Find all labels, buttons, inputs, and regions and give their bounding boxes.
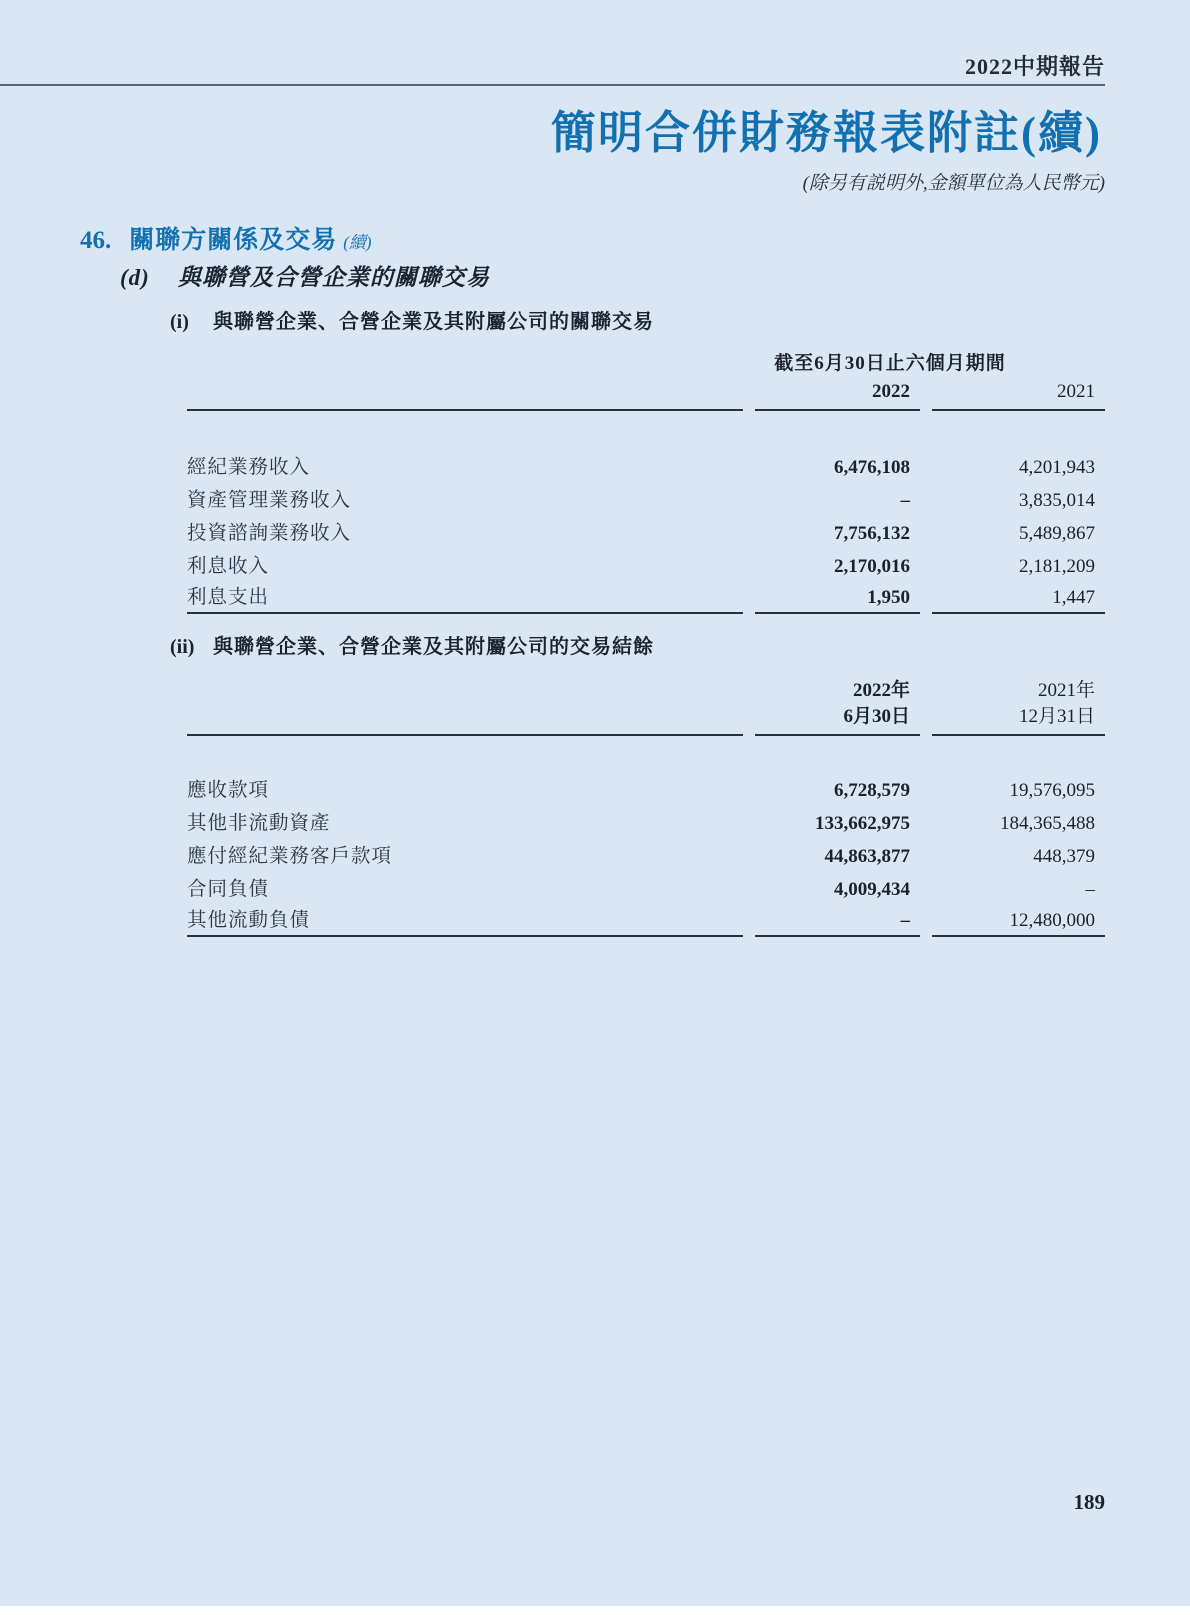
- report-header-label: 2022中期報告: [964, 54, 1105, 79]
- table2-col2-date: 12月31日: [932, 701, 1105, 736]
- table-row: [187, 515, 1105, 548]
- row-label: 經紀業務收入: [187, 457, 311, 478]
- part-ii-title: 與聯營企業、合營企業及其附屬公司的交易結餘: [213, 636, 654, 658]
- table2-col1-date: 6月30日: [755, 701, 920, 736]
- table-row: [187, 805, 1105, 838]
- part-ii-label: (ii): [170, 636, 195, 658]
- page-subtitle: (除另有説明外,金額單位為人民幣元): [802, 173, 1105, 194]
- table-row: [187, 548, 1105, 581]
- header-divider: [0, 84, 1105, 86]
- page-bottom-margin: [0, 1606, 1190, 1615]
- value-2022: 1,950: [755, 587, 920, 614]
- part-i-heading: [170, 305, 654, 334]
- table1-year-header-row: [187, 375, 1105, 411]
- table1-col-2021: 2021: [932, 381, 1105, 411]
- value-2022: 4,009,434: [834, 879, 910, 900]
- row-label: 應付經紀業務客戶款項: [187, 846, 393, 867]
- part-ii-heading: [170, 630, 654, 659]
- value-2021: 1,447: [932, 587, 1105, 614]
- value-2022: 133,662,975: [815, 813, 910, 834]
- value-2021: 12,480,000: [932, 910, 1105, 937]
- value-2021: 3,835,014: [1019, 490, 1095, 511]
- table-row: [187, 482, 1105, 515]
- value-2021: 19,576,095: [1009, 780, 1095, 801]
- value-2022: 7,756,132: [834, 523, 910, 544]
- row-label: 其他非流動資產: [187, 813, 331, 834]
- value-2021: 4,201,943: [1019, 457, 1095, 478]
- row-label: 資產管理業務收入: [187, 490, 352, 511]
- row-label: 利息收入: [187, 556, 270, 577]
- related-transactions-table: [187, 345, 1105, 614]
- part-i-title: 與聯營企業、合營企業及其附屬公司的關聯交易: [213, 311, 654, 333]
- table-row: [187, 581, 1105, 614]
- table2-col2-year: 2021年: [1037, 680, 1095, 701]
- page-number: 189: [1073, 1490, 1105, 1514]
- table1-col-2022: 2022: [755, 381, 920, 411]
- table-row: [187, 772, 1105, 805]
- table-row: [187, 871, 1105, 904]
- value-2021: 2,181,209: [1019, 556, 1095, 577]
- value-2022: 2,170,016: [834, 556, 910, 577]
- row-label: 利息支出: [187, 581, 743, 614]
- table-row: [187, 904, 1105, 937]
- value-2021: 5,489,867: [1019, 523, 1095, 544]
- value-2022: –: [900, 490, 910, 511]
- table2-col1-year: 2022年: [852, 680, 910, 701]
- table1-period-header-row: [187, 345, 1105, 375]
- section-number: 46.: [80, 227, 112, 254]
- table2-date-row: [187, 702, 1105, 736]
- value-2021: –: [1085, 879, 1095, 900]
- value-2022: 44,863,877: [824, 846, 910, 867]
- page-title: 簡明合併財務報表附註(續): [551, 108, 1102, 158]
- table-row: [187, 449, 1105, 482]
- section-title: 關聯方關係及交易: [129, 227, 338, 254]
- table-row: [187, 838, 1105, 871]
- section-heading: [80, 220, 372, 256]
- transaction-balances-table: [187, 676, 1105, 937]
- row-label: 其他流動負債: [187, 904, 743, 937]
- subsection-d-title: 與聯營及合營企業的關聯交易: [177, 265, 490, 290]
- value-2022: 6,728,579: [834, 780, 910, 801]
- section-continued-mark: (續): [343, 233, 372, 252]
- subsection-d-heading: [120, 259, 490, 292]
- row-label: 合同負債: [187, 879, 270, 900]
- table1-period-header: 截至6月30日止六個月期間: [774, 353, 1006, 374]
- value-2021: 448,379: [1033, 846, 1095, 867]
- row-label: 應收款項: [187, 780, 270, 801]
- subsection-d-label: (d): [120, 265, 150, 290]
- row-label: 投資諮詢業務收入: [187, 523, 352, 544]
- value-2022: –: [755, 910, 920, 937]
- part-i-label: (i): [170, 311, 189, 333]
- value-2021: 184,365,488: [1000, 813, 1095, 834]
- value-2022: 6,476,108: [834, 457, 910, 478]
- table2-year-row: [187, 676, 1105, 702]
